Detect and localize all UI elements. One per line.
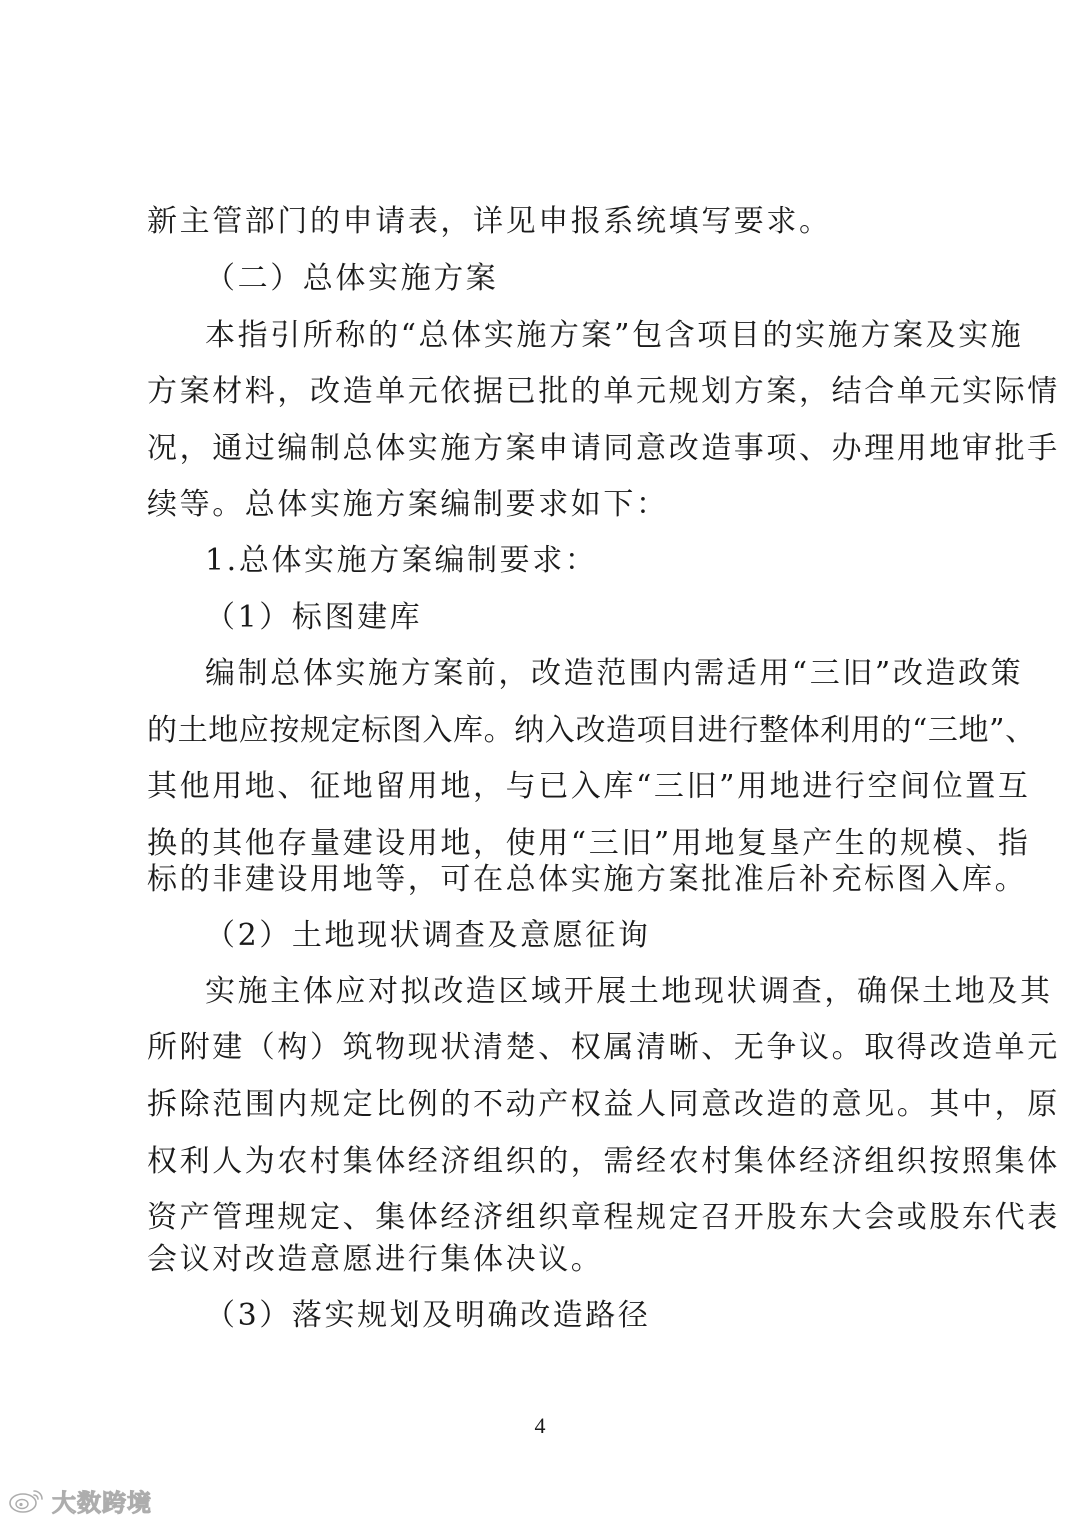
page-number: 4 <box>534 1413 546 1438</box>
body-text-line: 本指引所称的“总体实施方案”包含项目的实施方案及实施 <box>205 318 1024 353</box>
body-text-line: 会议对改造意愿进行集体决议。 <box>147 1242 604 1277</box>
subsection-heading: （1）标图建库 <box>205 600 423 635</box>
body-text-line: 其他用地、征地留用地，与已入库“三旧”用地进行空间位置互 <box>147 769 1031 804</box>
body-text-line: 资产管理规定、集体经济组织章程规定召开股东大会或股东代表 <box>147 1200 1060 1235</box>
body-text-line: 的土地应按规定标图入库。纳入改造项目进行整体利用的“三地”、 <box>147 713 1036 748</box>
body-text-line: 换的其他存量建设用地，使用“三旧”用地复垦产生的规模、指 <box>147 826 1031 861</box>
watermark-text: 大数跨境 <box>52 1488 152 1517</box>
body-text-line: 编制总体实施方案前，改造范围内需适用“三旧”改造政策 <box>205 656 1024 691</box>
body-text-line: 方案材料，改造单元依据已批的单元规划方案，结合单元实际情 <box>147 374 1060 409</box>
watermark <box>8 1482 152 1518</box>
body-text-line: 标的非建设用地等，可在总体实施方案批准后补充标图入库。 <box>147 862 1028 897</box>
section-heading: （二）总体实施方案 <box>205 261 499 296</box>
body-text-line: 拆除范围内规定比例的不动产权益人同意改造的意见。其中，原 <box>147 1087 1060 1122</box>
subsection-heading: （3）落实规划及明确改造路径 <box>205 1298 651 1333</box>
body-text-line: 所附建（构）筑物现状清楚、权属清晰、无争议。取得改造单元 <box>147 1030 1060 1065</box>
subsection-heading: （2）土地现状调查及意愿征询 <box>205 918 651 953</box>
subsection-heading: 1.总体实施方案编制要求： <box>205 543 598 578</box>
body-text-line: 实施主体应对拟改造区域开展土地现状调查，确保土地及其 <box>205 974 1053 1009</box>
body-text-line: 新主管部门的申请表，详见申报系统填写要求。 <box>147 204 832 239</box>
body-text-line: 权利人为农村集体经济组织的，需经农村集体经济组织按照集体 <box>147 1144 1060 1179</box>
body-text-line: 续等。总体实施方案编制要求如下： <box>147 487 669 522</box>
weibo-logo-icon <box>8 1485 46 1515</box>
body-text-line: 况，通过编制总体实施方案申请同意改造事项、办理用地审批手 <box>147 431 1060 466</box>
